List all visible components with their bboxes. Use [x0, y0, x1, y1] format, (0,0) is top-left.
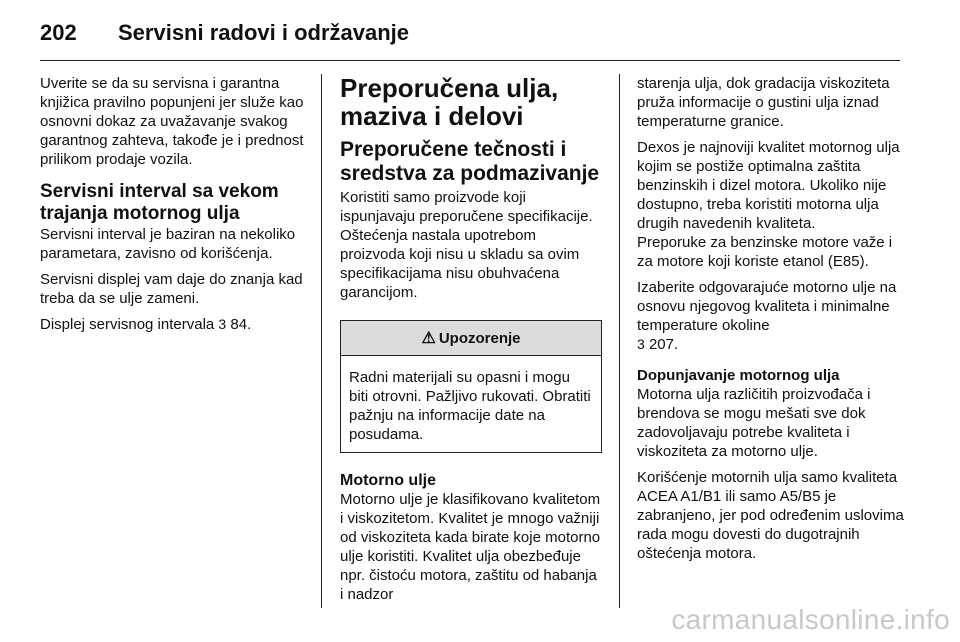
topup-heading: Dopunjavanje motornog ulja: [637, 367, 840, 384]
oil-selection-paragraph: [637, 278, 905, 354]
chapter-title: Servisni radovi i održavanje: [118, 20, 410, 45]
warning-text: Radni materijali su opasni i mogu biti otrovni. Pažljivo rukovati. Obratiti pažnju na informacije date na posudama.: [349, 369, 591, 443]
ethanol-paragraph: Preporuke za benzinske motore važe i za motore koji koriste etanol (E85).: [637, 234, 893, 270]
main-heading: Preporučena ulja, maziva i delovi: [340, 73, 559, 131]
service-display-text: Displej servisnog intervala: [40, 316, 215, 333]
page-reference-link[interactable]: 84.: [230, 316, 252, 333]
page-number: 202: [40, 20, 77, 45]
page-reference-icon: 3: [637, 336, 645, 352]
warning-triangle-icon: ⚠: [421, 329, 436, 347]
warning-title: Upozorenje: [438, 329, 521, 347]
service-interval-heading: Servisni interval sa vekom trajanja motornog ulja: [40, 181, 279, 224]
intro-paragraph: Uverite se da su servisna i garantna knjižica pravilno popunjeni jer služe kao osnovni dokaz za uvažavanje svakog garantnog zahteva, takođe je i prednost prilikom prodaje vozila.: [40, 75, 304, 168]
fluids-heading: Preporučene tečnosti i sredstva za podmazivanje: [340, 138, 600, 185]
topup-paragraph-2: Korišćenje motornih ulja samo kvaliteta ACEA A1/B1 ili samo A5/B5 je zabranjeno, jer pod određenim uslovima rada mogu dovesti do dugotrajnih oštećenja motora.: [637, 469, 904, 562]
oil-selection-text: Izaberite odgovarajuće motorno ulje na osnovu njegovog kvaliteta i minimalne temperature okoline: [637, 279, 897, 334]
column-divider-1: [321, 74, 322, 608]
service-interval-paragraph-3: [40, 315, 310, 334]
service-interval-paragraph-2: Servisni displej vam daje do znanja kad treba da se ulje zameni.: [40, 271, 303, 307]
engine-oil-paragraph: Motorno ulje je klasifikovano kvalitetom i viskozitetom. Kvalitet je mnogo važniji od viskoziteta kada birate koje motorno ulje koristiti. Kvalitet ulja obezbeđuje npr. čistoću motora, zaštitu od habanja i nadzor: [340, 491, 601, 603]
topup-paragraph-1: Motorna ulja različitih proizvođača i brendova se mogu mešati sve dok zadovoljavaju potrebe kvaliteta i viskoziteta za motorno ulje.: [637, 386, 871, 460]
page-reference-link[interactable]: 207.: [648, 336, 679, 353]
dexos-paragraph: Dexos je najnoviji kvalitet motornog ulja kojim se postiže optimalna zaštita benzinskih i dizel motora. Ukoliko nije dostupno, treba koristiti motorna ulja drugih navedenih kvaliteta.: [637, 139, 900, 232]
engine-oil-heading: Motorno ulje: [340, 472, 436, 489]
fluids-paragraph: Koristiti samo proizvode koji ispunjavaju preporučene specifikacije. Oštećenja nastala upotrebom proizvoda koji nisu u skladu sa ovim specifikacijama nisu obuhvaćena garancijom.: [340, 189, 593, 301]
column-right: [637, 74, 905, 570]
warning-title-bar: [341, 321, 601, 356]
column-middle: [340, 74, 602, 611]
header-rule: [40, 60, 900, 61]
column-divider-2: [619, 74, 620, 608]
page-header: [40, 20, 409, 46]
watermark: carmanualsonline.info: [671, 604, 950, 635]
warning-box: [340, 320, 602, 453]
column-left: [40, 74, 310, 341]
service-interval-paragraph-1: Servisni interval je baziran na nekoliko parametara, zavisno od korišćenja.: [40, 226, 296, 262]
oil-grade-paragraph: starenja ulja, dok gradacija viskoziteta pruža informacije o gustini ulja iznad temperaturne granice.: [637, 75, 890, 130]
page-reference-icon: 3: [218, 316, 227, 332]
